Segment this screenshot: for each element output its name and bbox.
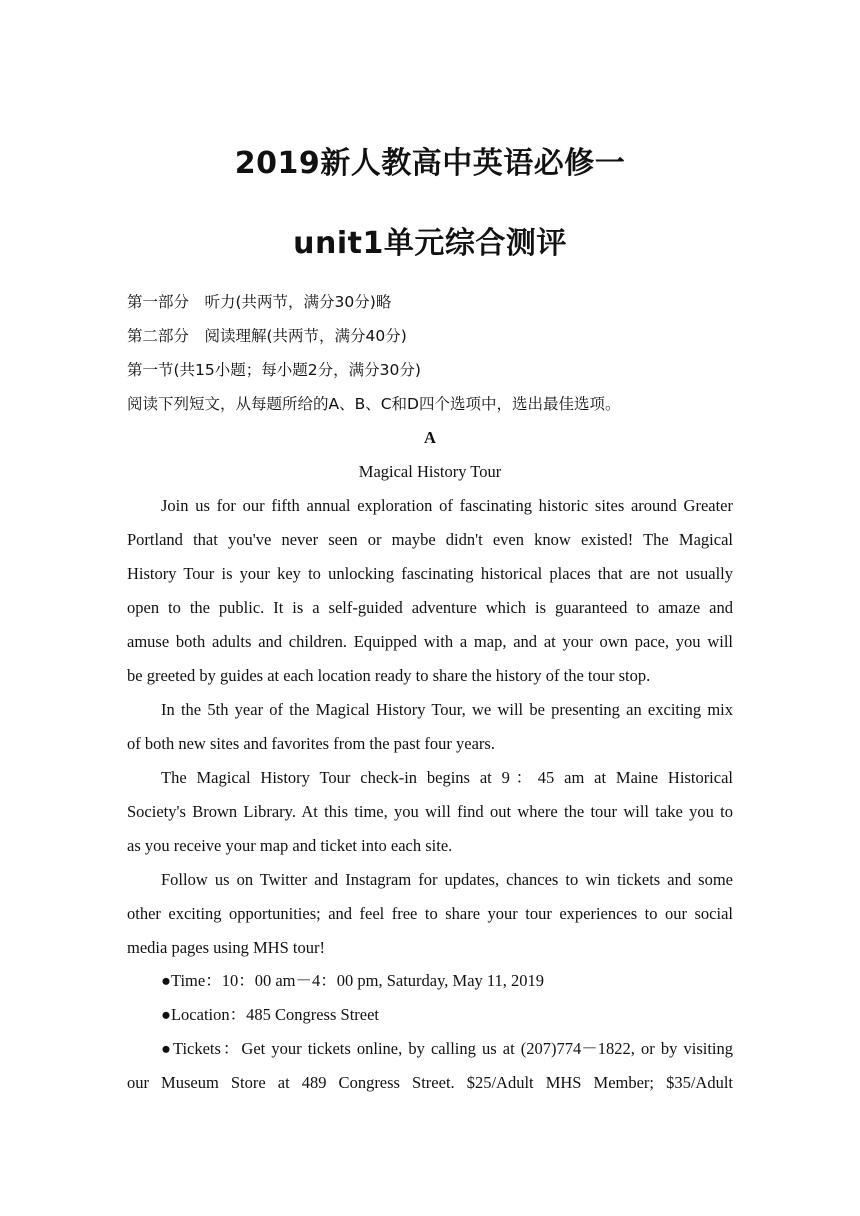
document-title: 2019新人教高中英语必修一 — [234, 146, 626, 181]
passage-line: The Magical History Tour check-in begins at 9：45 am at Maine Historical — [161, 768, 733, 787]
passage-letter: A — [424, 428, 436, 447]
document-subtitle: unit1单元综合测评 — [293, 226, 567, 261]
passage-line: as you receive your map and ticket into each site. — [127, 836, 453, 855]
passage-line: other exciting opportunities; and feel free to share your tour experiences to our social — [127, 904, 733, 923]
passage-line: In the 5th year of the Magical History Tour, we will be presenting an exciting mix — [161, 700, 733, 719]
location-info: ●Location：485 Congress Street — [161, 1005, 380, 1024]
passage-line: Society's Brown Library. At this time, you will find out where the tour will take you to — [127, 802, 733, 821]
passage-title: Magical History Tour — [358, 462, 502, 481]
passage-line: open to the public. It is a self-guided adventure which is guaranteed to amaze and — [127, 598, 733, 617]
part1-heading: 第一部分 听力(共两节，满分30分)略 — [127, 293, 392, 311]
passage-line: Portland that you've never seen or maybe didn't even know existed! The Magical — [127, 530, 733, 549]
time-info: ●Time：10：00 am－4：00 pm, Saturday, May 11, 2019 — [161, 971, 545, 990]
passage-line: be greeted by guides at each location ready to share the history of the tour stop. — [127, 666, 651, 685]
passage-line: History Tour is your key to unlocking fascinating historical places that are not usually — [127, 564, 733, 583]
passage-line: of both new sites and favorites from the past four years. — [127, 734, 495, 753]
part2-heading: 第二部分 阅读理解(共两节，满分40分) — [127, 327, 407, 345]
instruction-text: 阅读下列短文，从每题所给的A、B、C和D四个选项中，选出最佳选项。 — [127, 395, 621, 413]
tickets-info: ●Tickets：Get your tickets online, by calling us at (207)774－1822, or by visiting — [161, 1039, 733, 1058]
passage-line: media pages using MHS tour! — [127, 938, 325, 957]
passage-line: amuse both adults and children. Equipped with a map, and at your own pace, you will — [127, 632, 733, 651]
section1-heading: 第一节(共15小题；每小题2分，满分30分) — [127, 361, 421, 379]
passage-line: Follow us on Twitter and Instagram for updates, chances to win tickets and some — [161, 870, 733, 889]
passage-line: Join us for our fifth annual exploration of fascinating historic sites around Greater — [161, 496, 733, 515]
tickets-info-cont: our Museum Store at 489 Congress Street. $25/Adult MHS Member; $35/Adult — [127, 1073, 733, 1092]
